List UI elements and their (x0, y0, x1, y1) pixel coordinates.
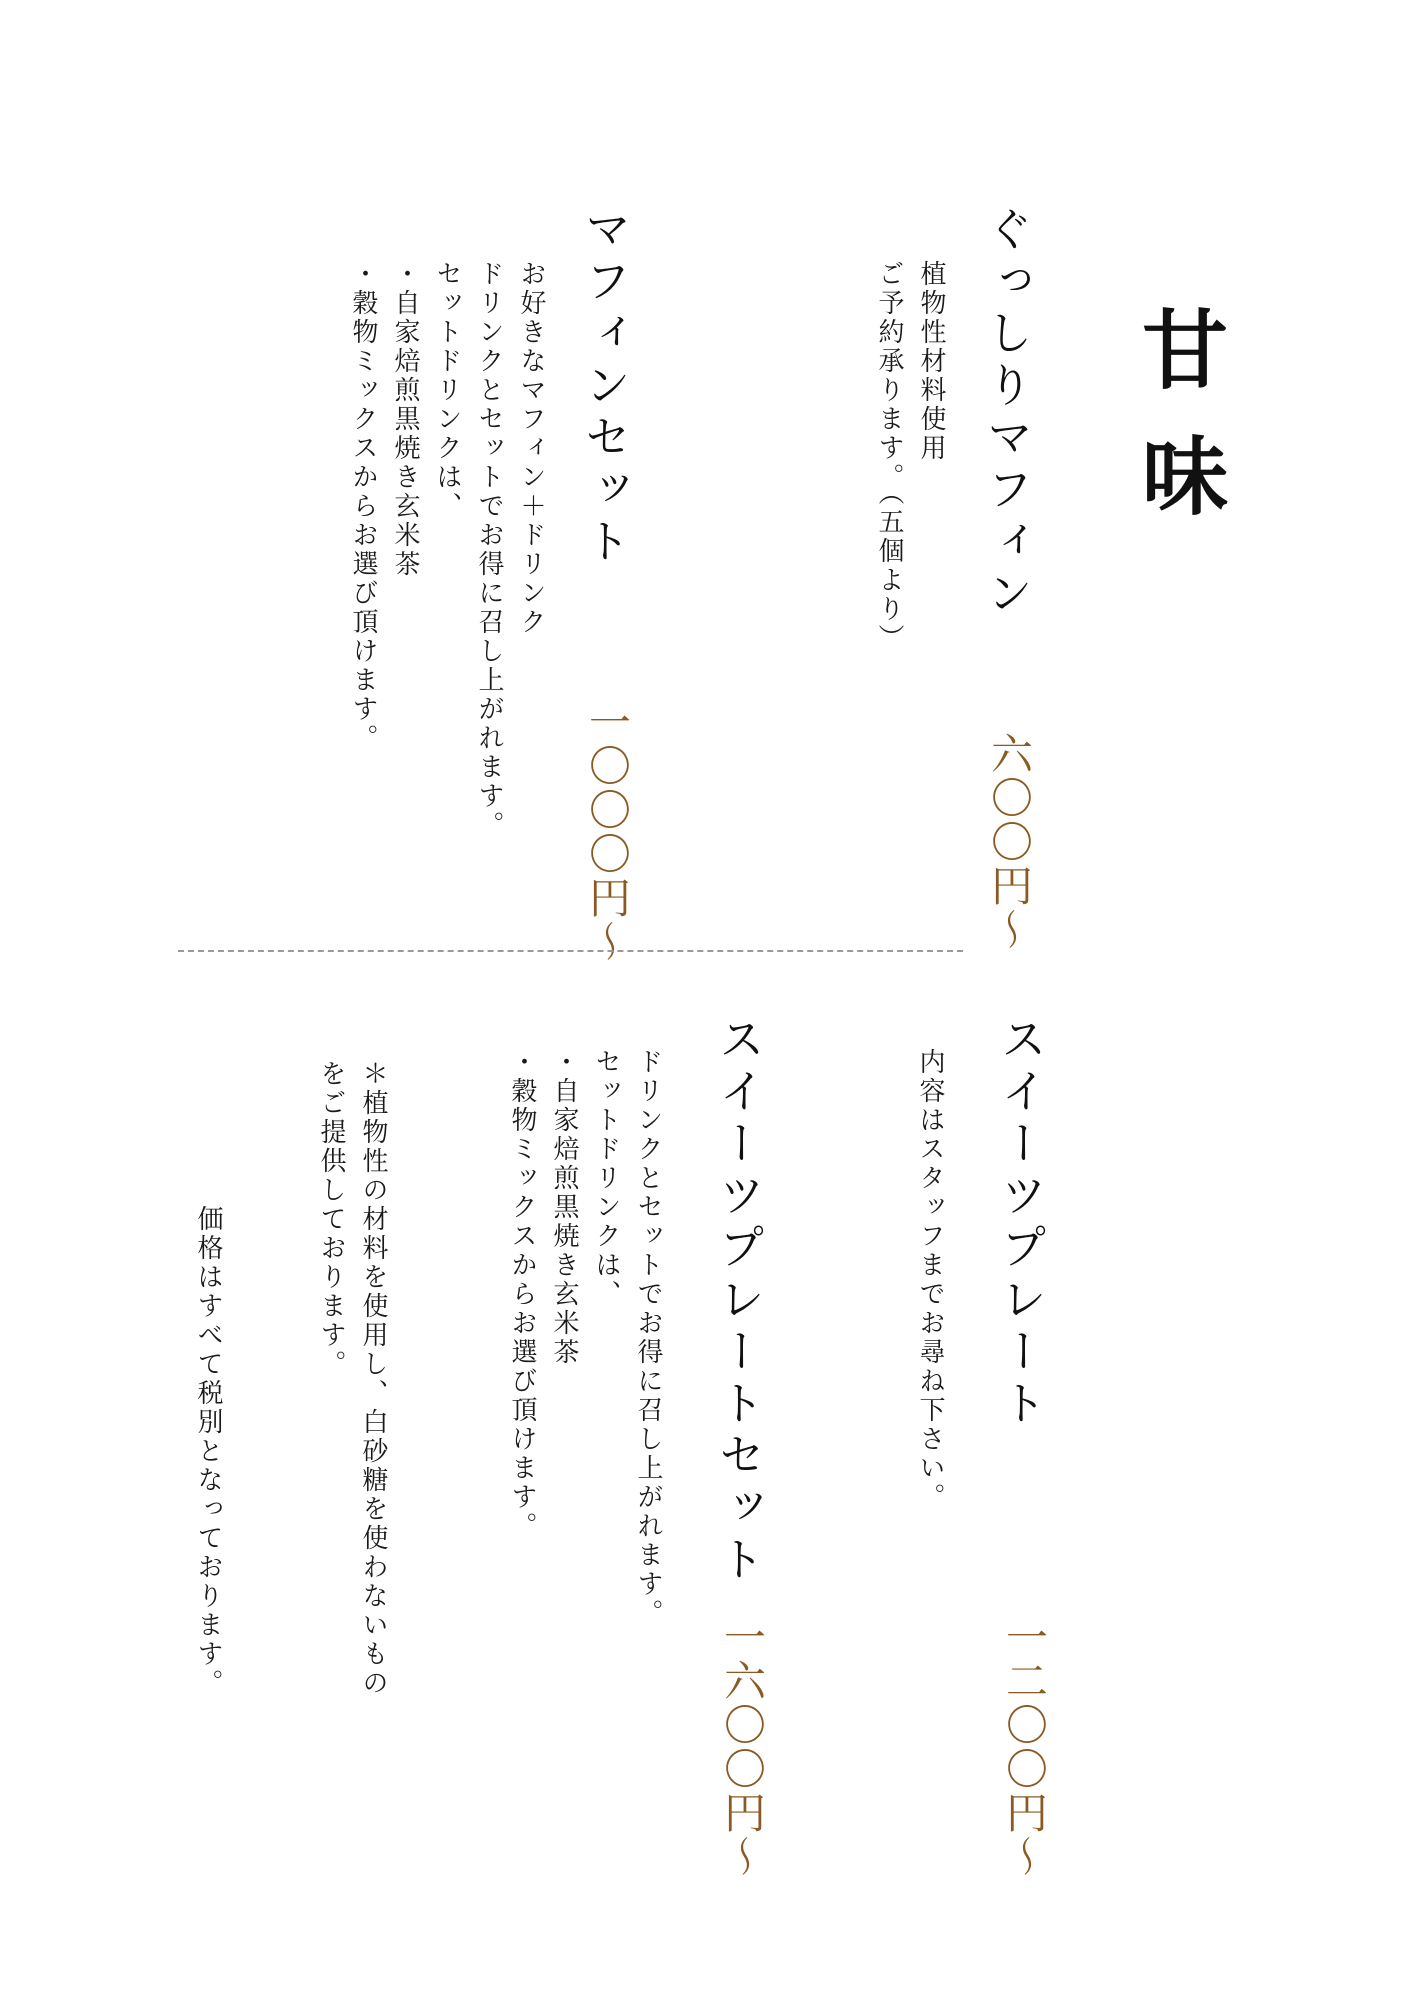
note-line: ＊植物性の材料を使用し、白砂糖を使わないもの (358, 1060, 388, 1698)
description-line: ・自家焙煎黒焼き玄米茶 (549, 1048, 579, 1367)
note-line: をご提供しております。 (316, 1060, 346, 1379)
ingredients-note (310, 1060, 394, 1698)
menu-item-price: 一〇〇〇円～ (583, 700, 632, 964)
menu-item-name: スイーツプレートセット (712, 1015, 766, 1587)
tax-note: 価格はすべて税別となっております。 (193, 1205, 223, 1698)
description-line: 内容はスタッフまでお尋ね下さい。 (915, 1048, 945, 1512)
menu-item-description (909, 1048, 951, 1512)
menu-item-price: 一二〇〇円～ (1000, 1615, 1049, 1879)
description-line: お好きなマフィン＋ドリンク (516, 260, 546, 637)
description-line: ドリンクとセットでお得に召し上がれます。 (633, 1048, 663, 1628)
description-line: 植物性材料使用 (916, 260, 946, 463)
description-line: ご予約承ります。（五個より） (874, 260, 904, 653)
description-line: ドリンクとセットでお得に召し上がれます。 (474, 260, 504, 840)
menu-item-name: スイーツプレート (994, 1015, 1048, 1431)
menu-item-description (342, 260, 552, 840)
description-line: セットドリンクは、 (432, 260, 462, 521)
description-line: ・自家焙煎黒焼き玄米茶 (390, 260, 420, 579)
menu-item-name: ぐっしりマフィン (980, 205, 1034, 621)
menu-item-price: 一六〇〇円～ (718, 1615, 767, 1879)
section-divider (178, 950, 963, 952)
description-line: ・穀物ミックスからお選び頂けます。 (507, 1048, 537, 1541)
menu-item-description (501, 1048, 669, 1628)
description-line: ・穀物ミックスからお選び頂けます。 (348, 260, 378, 753)
menu-item-price: 六〇〇円～ (985, 732, 1034, 952)
description-line: セットドリンクは、 (591, 1048, 621, 1309)
menu-item-name: マフィンセット (578, 205, 632, 569)
menu-item-description (868, 260, 952, 653)
page-title: 甘味 (1127, 305, 1228, 557)
